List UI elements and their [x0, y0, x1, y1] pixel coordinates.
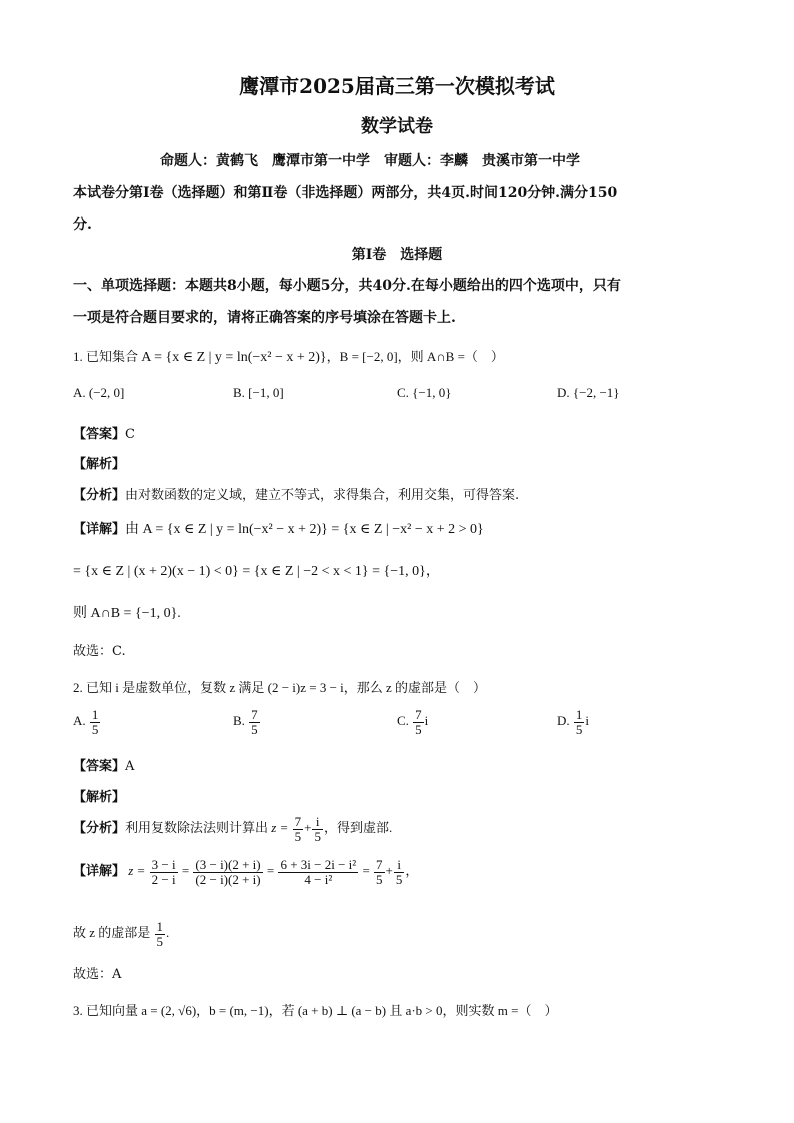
fraction-denominator: 5 — [314, 828, 321, 844]
q1-detail-line-3: 则 A∩B = {−1, 0}. — [73, 606, 181, 621]
q2-detail-frac-2 — [193, 858, 262, 886]
q1-option-a[interactable]: A. (−2, 0] — [73, 385, 125, 400]
fraction-numerator: 7 — [251, 707, 258, 722]
fraction-denominator: 4 − i² — [304, 871, 333, 887]
q1-option-b[interactable]: B. [−1, 0] — [233, 385, 284, 400]
intro-line-1: 本试卷分第Ⅰ卷（选择题）和第Ⅱ卷（非选择题）两部分，共4页.时间120分钟.满分150 — [73, 185, 618, 201]
fraction-numerator: 3 − i — [151, 857, 176, 872]
q1-answer-value: C — [125, 427, 135, 442]
q2-option-c[interactable] — [397, 708, 428, 736]
xiangjie-tag: 【详解】 — [73, 863, 126, 879]
q2-option-d-label: D. — [557, 713, 570, 729]
fraction-numerator: 1 — [156, 919, 164, 934]
equals-sign: = — [362, 863, 370, 879]
fraction-denominator: 5 — [251, 721, 258, 737]
q1-answer — [73, 423, 135, 442]
q2-detail-frac-1 — [150, 858, 178, 886]
xiangjie-tag: 【详解】 — [73, 521, 126, 536]
section-title: 第Ⅰ卷 选择题 — [351, 247, 443, 263]
fraction-numerator: 7 — [415, 707, 422, 722]
q2-option-a-label: A. — [73, 713, 86, 729]
q2-detail-frac-5 — [394, 858, 405, 886]
q1-detail-line-2: = {x ∈ Z | (x + 2)(x − 1) < 0} = {x ∈ Z | −2 < x < 1} = {−1, 0}， — [73, 564, 440, 579]
q2-analysis-tag: 【解析】 — [73, 790, 126, 805]
q2-answer — [73, 755, 134, 774]
q2-detail — [73, 858, 418, 886]
q1-set-a: A = {x ∈ Z | y = ln(−x² − x + 2)} — [141, 350, 327, 365]
fraction-denominator: 5 — [376, 871, 383, 887]
q2-conclusion: 故选：A — [73, 967, 122, 982]
q2-imag-frac — [155, 920, 166, 948]
section-instructions-1: 一、单项选择题：本题共8小题，每小题5分，共40分.在每小题给出的四个选项中，只有 — [73, 278, 621, 294]
fraction-denominator: 5 — [415, 721, 422, 737]
q2-fenxi-end: ，得到虚部. — [323, 820, 393, 836]
equals-sign: = — [266, 863, 275, 879]
q2-fenxi-z: z = — [271, 820, 289, 836]
q1-option-c[interactable]: C. {−1, 0} — [397, 385, 452, 400]
fenxi-tag: 【分析】 — [73, 820, 126, 836]
plus-sign: + — [385, 863, 393, 879]
fraction-numerator: i — [312, 815, 323, 830]
fraction-denominator: 5 — [156, 933, 164, 949]
q2-stem: 2. 已知 i 是虚数单位，复数 z 满足 (2 − i)z = 3 − i，那么 z 的虚部是（ ） — [73, 680, 487, 695]
q1-fenxi-text: 由对数函数的定义域，建立不等式，求得集合，利用交集，可得答案. — [125, 488, 520, 503]
q2-answer-value: A — [125, 759, 135, 774]
q2-fenxi-frac-2 — [312, 815, 323, 843]
fraction-denominator: 5 — [294, 828, 302, 844]
intro-line-2: 分. — [73, 217, 92, 233]
q2-fenxi-text: 利用复数除法法则计算出 — [125, 820, 269, 836]
q2-option-b-fraction — [249, 708, 260, 736]
q1-detail-text-1: 由 A = {x ∈ Z | y = ln(−x² − x + 2)} = {x ∈ Z | −x² − x + 2 > 0} — [125, 522, 484, 537]
fraction-numerator: 7 — [376, 857, 383, 872]
q2-imag-part — [73, 920, 169, 948]
q1-fenxi — [73, 484, 519, 503]
fraction-numerator: 7 — [294, 814, 302, 829]
fraction-numerator: 1 — [91, 707, 99, 722]
section-instructions-2: 一项是符合题目要求的，请将正确答案的序号填涂在答题卡上. — [73, 310, 456, 326]
q2-detail-frac-4 — [374, 858, 385, 886]
exam-title: 鹰潭市2025届高三第一次模拟考试 — [239, 74, 555, 98]
q2-option-c-label: C. — [397, 713, 409, 729]
fraction-numerator: 1 — [575, 707, 583, 722]
q1-ask: ，则 A∩B =（ ） — [397, 349, 504, 364]
q2-imag-end: . — [166, 925, 170, 941]
fraction-denominator: (2 − i)(2 + i) — [195, 871, 261, 887]
q2-option-a[interactable] — [73, 708, 101, 736]
q2-option-b[interactable] — [233, 708, 261, 736]
q2-option-c-suffix: i — [424, 713, 429, 729]
fraction-denominator: 5 — [575, 721, 583, 737]
q2-option-b-label: B. — [233, 713, 245, 729]
answer-tag: 【答案】 — [73, 427, 126, 442]
q1-stem-prefix: 1. 已知集合 — [73, 349, 139, 364]
equals-sign: = — [181, 863, 190, 879]
fraction-numerator: i — [394, 858, 405, 873]
q1-detail-line-1 — [73, 518, 484, 538]
fraction-denominator: 2 − i — [151, 871, 176, 887]
fenxi-tag: 【分析】 — [73, 488, 126, 503]
q2-fenxi — [73, 815, 392, 843]
q3-stem: 3. 已知向量 a = (2, √6)，b = (m, −1)，若 (a + b) ⊥ (a − b) 且 a·b > 0，则实数 m =（ ） — [73, 1003, 558, 1018]
q2-option-d-suffix: i — [585, 713, 590, 729]
q2-detail-frac-3 — [278, 858, 358, 886]
fraction-numerator: (3 − i)(2 + i) — [195, 857, 261, 872]
answer-tag: 【答案】 — [73, 759, 126, 774]
q1-analysis-tag: 【解析】 — [73, 457, 126, 472]
exam-subtitle: 数学试卷 — [361, 116, 433, 137]
fraction-denominator: 5 — [395, 871, 403, 887]
q2-option-d-fraction — [574, 708, 585, 736]
q2-option-a-fraction — [90, 708, 101, 736]
q2-option-c-fraction — [413, 708, 424, 736]
q2-imag-text: 故 z 的虚部是 — [73, 925, 151, 941]
authors-line: 命题人：黄鹤飞 鹰潭市第一中学 审题人：李麟 贵溪市第一中学 — [160, 153, 580, 169]
q2-detail-z: z = — [128, 863, 146, 879]
q1-stem — [73, 346, 504, 366]
fraction-numerator: 6 + 3i − 2i − i² — [280, 857, 357, 872]
plus-sign: + — [304, 820, 312, 836]
fraction-denominator: 5 — [91, 721, 99, 737]
q1-option-d[interactable]: D. {−2, −1} — [557, 385, 620, 400]
q1-conclusion: 故选：C. — [73, 644, 126, 659]
q2-option-d[interactable] — [557, 708, 589, 736]
q2-fenxi-frac-1 — [293, 815, 304, 843]
q2-detail-end: ， — [405, 863, 419, 879]
q1-set-b: ，B = [−2, 0] — [326, 349, 398, 364]
